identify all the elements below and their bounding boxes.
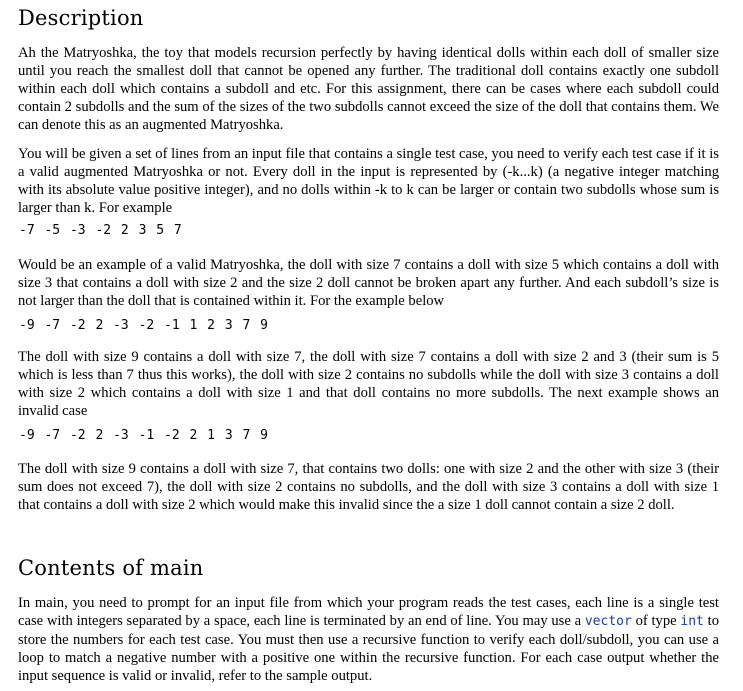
paragraph-example1-explanation: Would be an example of a valid Matryoshka, the doll with size 7 contains a doll with size 5 which contains a doll with size 3 that contains a doll with size 2 and the size 2 doll cannot be broken apart any further. And each subdoll’s size is not larger than the doll that is contained within it. For the example below	[18, 257, 719, 309]
keyword-vector: vector	[584, 614, 632, 629]
paragraph-main-instructions	[18, 594, 719, 685]
code-example-valid-augmented: -9 -7 -2 2 -3 -2 -1 1 2 3 7 9	[19, 318, 268, 333]
paragraph-input-format: You will be given a set of lines from an input file that contains a single test case, you need to verify each test case if it is a valid augmented Matryoshka or not. Every doll in the input is represented by (-k...k) (a negative integer matching with its absolute value positive integer), and no dolls within -k to k can be larger or contain two subdolls whose sum is larger than k. For example	[18, 146, 719, 216]
main-text-part2: of type	[631, 613, 681, 629]
paragraph-example3-explanation: The doll with size 9 contains a doll with size 7, that contains two dolls: one with size 2 and the other with size 3 (their sum does not exceed 7), the doll with size 2 contains no subdolls, and the doll with size 3 contains a doll with size 1 that contains a doll with size 2 which would make this invalid since the a size 1 doll cannot contain a size 2 doll.	[18, 461, 719, 513]
keyword-int: int	[680, 614, 704, 629]
code-example-valid-simple: -7 -5 -3 -2 2 3 5 7	[19, 223, 182, 238]
section-heading-description: Description	[18, 6, 144, 30]
section-heading-contents-of-main: Contents of main	[18, 556, 204, 580]
main-text-part1: In main, you need to prompt for an input file from which your program reads the test cases, each line is a single test case with integers separated by a space, each line is terminated by an end of line. You may use a	[18, 595, 719, 629]
paragraph-example2-explanation: The doll with size 9 contains a doll with size 7, the doll with size 7 contains a doll with size 2 and 3 (their sum is 5 which is less than 7 thus this works), the doll with size 2 contains no subdolls while the doll with size 3 contains a doll with size 2 which contains a doll with size 1 and that doll contains no more subdolls. The next example shows an invalid case	[18, 349, 719, 419]
paragraph-intro: Ah the Matryoshka, the toy that models recursion perfectly by having identical dolls within each doll of smaller size until you reach the smallest doll that cannot be opened any further. The traditional doll contains exactly one subdoll within each doll which contains a subdoll and etc. For this assignment, there can be cases where each subdoll could contain 2 subdolls and the sum of the sizes of the two subdolls cannot exceed the size of the doll that contains them. We can denote this as an augmented Matryoshka.	[18, 45, 719, 133]
code-example-invalid: -9 -7 -2 2 -3 -1 -2 2 1 3 7 9	[19, 428, 268, 443]
main-text-part3: to store the numbers for each test case. You must then use a recursive function to verify each doll/subdoll, you can use a loop to match a negative number with a positive one within the recursive function. For each case output whether the input sequence is valid or invalid, refer to the sample output.	[18, 613, 719, 684]
